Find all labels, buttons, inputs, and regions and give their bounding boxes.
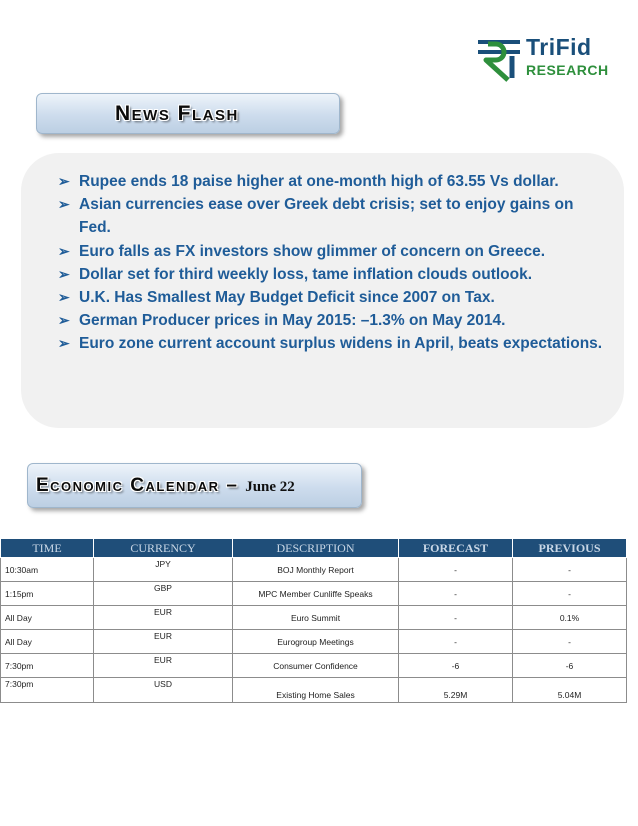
header-previous: PREVIOUS	[513, 539, 627, 558]
header-currency: CURRENCY	[94, 539, 233, 558]
arrow-bullet-icon: ➢	[58, 289, 70, 306]
cell-description: Consumer Confidence	[233, 654, 399, 678]
cell-time: All Day	[1, 606, 94, 630]
cell-forecast: -	[399, 582, 513, 606]
arrow-bullet-icon: ➢	[58, 173, 70, 189]
cell-currency: EUR	[94, 606, 233, 630]
header-time: TIME	[1, 539, 94, 558]
news-list	[58, 170, 606, 356]
table-row	[1, 606, 627, 630]
cell-forecast: -	[399, 558, 513, 582]
cell-forecast: -6	[399, 654, 513, 678]
news-item: ➢ Euro zone current account surplus widens in April, beats expectations.	[58, 332, 606, 355]
news-item: ➢ Asian currencies ease over Greek debt crisis; set to enjoy gains on Fed.	[58, 193, 606, 239]
cell-time: 7:30pm	[1, 678, 94, 703]
cell-previous: -	[513, 630, 627, 654]
rupee-logo-icon	[474, 34, 524, 84]
cell-previous: -6	[513, 654, 627, 678]
cell-time: 10:30am	[1, 558, 94, 582]
cell-description: BOJ Monthly Report	[233, 558, 399, 582]
cell-currency: USD	[94, 678, 233, 703]
header-forecast: FORECAST	[399, 539, 513, 558]
arrow-bullet-icon: ➢	[58, 312, 70, 329]
arrow-bullet-icon: ➢	[58, 265, 70, 282]
calendar-date: June 22	[245, 479, 295, 495]
cell-forecast: -	[399, 606, 513, 630]
economic-calendar-banner	[27, 463, 362, 508]
news-item: ➢ Rupee ends 18 paise higher at one-month high of 63.55 Vs dollar.	[58, 170, 606, 193]
news-item: ➢ German Producer prices in May 2015: –1.3% on May 2014.	[58, 309, 606, 332]
logo-subtitle: RESEARCH	[526, 62, 609, 78]
cell-time: All Day	[1, 630, 94, 654]
cell-previous: -	[513, 558, 627, 582]
cell-currency: EUR	[94, 654, 233, 678]
cell-forecast: -	[399, 630, 513, 654]
table-row	[1, 654, 627, 678]
arrow-bullet-icon: ➢	[58, 196, 70, 213]
economic-calendar-title: Economic Calendar – June 22	[36, 475, 295, 496]
cell-previous: 0.1%	[513, 606, 627, 630]
cell-description: MPC Member Cunliffe Speaks	[233, 582, 399, 606]
table-row	[1, 630, 627, 654]
cell-forecast: 5.29M	[399, 678, 513, 703]
table-row	[1, 678, 627, 703]
table-row	[1, 582, 627, 606]
news-item: ➢ U.K. Has Smallest May Budget Deficit since 2007 on Tax.	[58, 286, 606, 309]
news-item: ➢ Dollar set for third weekly loss, tame inflation clouds outlook.	[58, 263, 606, 286]
cell-time: 1:15pm	[1, 582, 94, 606]
news-flash-banner	[36, 93, 340, 134]
cell-time: 7:30pm	[1, 654, 94, 678]
news-flash-title: News Flash	[115, 102, 239, 125]
economic-calendar-table	[0, 538, 627, 703]
cell-previous: -	[513, 582, 627, 606]
cell-description: Eurogroup Meetings	[233, 630, 399, 654]
cell-description: Euro Summit	[233, 606, 399, 630]
cell-description: Existing Home Sales	[233, 678, 399, 703]
cell-previous: 5.04M	[513, 678, 627, 703]
cell-currency: JPY	[94, 558, 233, 582]
arrow-bullet-icon: ➢	[58, 242, 70, 259]
cell-currency: GBP	[94, 582, 233, 606]
arrow-bullet-icon: ➢	[58, 335, 70, 352]
header-description: DESCRIPTION	[233, 539, 399, 558]
cell-currency: EUR	[94, 630, 233, 654]
logo-wordmark: TriFid	[526, 34, 592, 60]
trifid-logo	[474, 34, 624, 84]
table-header-row	[1, 539, 627, 558]
news-item: ➢ Euro falls as FX investors show glimmer of concern on Greece.	[58, 240, 606, 263]
table-row	[1, 558, 627, 582]
